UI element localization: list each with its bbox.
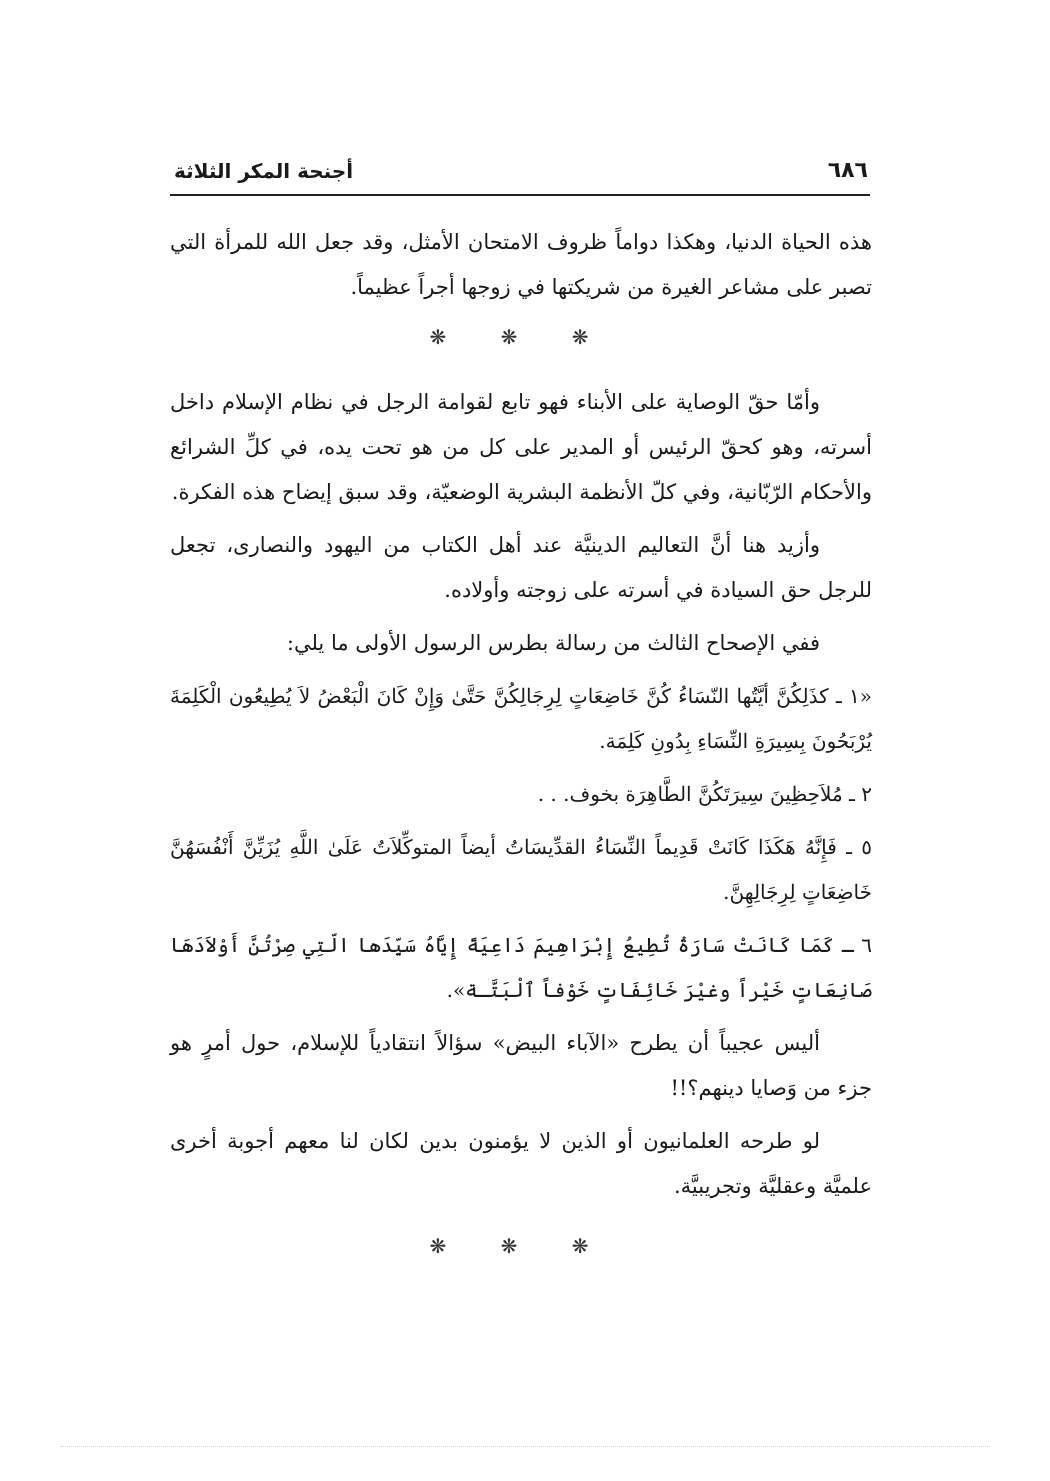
quote-verse-6: ٦ ـ كَمَا كَانَتْ سَارَةُ تُطِيعُ إِبْرَاهِيمَ دَاعِيَةً إِيَّاهُ سَيِّدَها الّتِي صِرْتُنَّ أَوْلاَدَهَا صَانِعَاتٍ خَيْراً وغيْرَ خَائِفَاتٍ خَوْفاً ٱلْبَتَّـة».: [170, 933, 872, 1002]
paragraph-scripture-teachings: وأزيد هنا أنَّ التعاليم الدينيَّة عند أهل الكتاب من اليهود والنصارى، تجعل للرجل حق السيادة في أسرته على زوجته وأولاده.: [170, 533, 872, 602]
end-divider-ornament: ❋ ❋ ❋: [429, 1234, 613, 1258]
paragraph-epistle-intro: ففي الإصحاح الثالث من رسالة بطرس الرسول الأولى ما يلي:: [286, 631, 820, 655]
quote-verse-1: «١ ـ كذَلِكُنَّ أيَّتُها النّسَاءُ كُنَّ خَاضِعَاتٍ لِرِجَالِكُنَّ حَتَّىٰ وَإِنْ كَانَ الْبَعْضُ لاَ يُطِيعُون الْكَلِمَةَ يُرْبَحُونَ بِسِيرَةِ النِّسَاءِ بِدُونِ كَلِمَة.: [170, 684, 872, 753]
quote-verse-5: ٥ ـ فَإِنَّهُ هَكَذَا كَانَتْ قَدِيماً النِّسَاءُ القدِّيسَاتُ أيضاً المتوكِّلاَتُ عَلَىٰ اللَّهِ يُزَيِّنَّ أَنْفُسَهُنَّ خَاضِعَاتٍ لِرِجَالِهِنَّ.: [170, 835, 872, 904]
paragraph-intro-ending: هذه الحياة الدنيا، وهكذا دواماً ظروف الامتحان الأمثل، وقد جعل الله للمرأة التي تصبر على مشاعر الغيرة من شريكتها في زوجها أجراً عظيماً.: [170, 230, 872, 299]
quote-verse-2: ٢ ـ مُلاَحِظِينَ سِيرَتَكُنَّ الطَّاهِرَة بخوف. . .: [537, 782, 872, 806]
paragraph-secularists: لو طرحه العلمانيون أو الذين لا يؤمنون بدين لكان لنا معهم أجوبة أخرى علميَّة وعقليَّة وتجريبيَّة.: [170, 1129, 872, 1198]
page-number: ٦٨٦: [827, 158, 868, 183]
section-divider-ornament: ❋ ❋ ❋: [429, 325, 613, 349]
page-header: [170, 150, 870, 196]
paragraph-white-fathers-question: أليس عجيباً أن يطرح «الآباء البيض» سؤالاً انتقادياً للإسلام، حول أمرٍ هو جزء من وَصايا دينهم؟!!: [170, 1031, 872, 1100]
page-body: [170, 220, 872, 1289]
scan-edge-line: [60, 1446, 990, 1447]
running-title: أجنحة المكر الثلاثة: [174, 159, 354, 183]
paragraph-guardianship: وأمّا حقّ الوصاية على الأبناء فهو تابع لقوامة الرجل في نظام الإسلام داخل أسرته، وهو كحقّ الرئيس أو المدير على كل من هو تحت يده، في كلِّ الشرائع والأحكام الرّبّانية، وفي كلّ الأنظمة البشرية الوضعيّة، وقد سبق إيضاح هذه الفكرة.: [170, 390, 872, 504]
